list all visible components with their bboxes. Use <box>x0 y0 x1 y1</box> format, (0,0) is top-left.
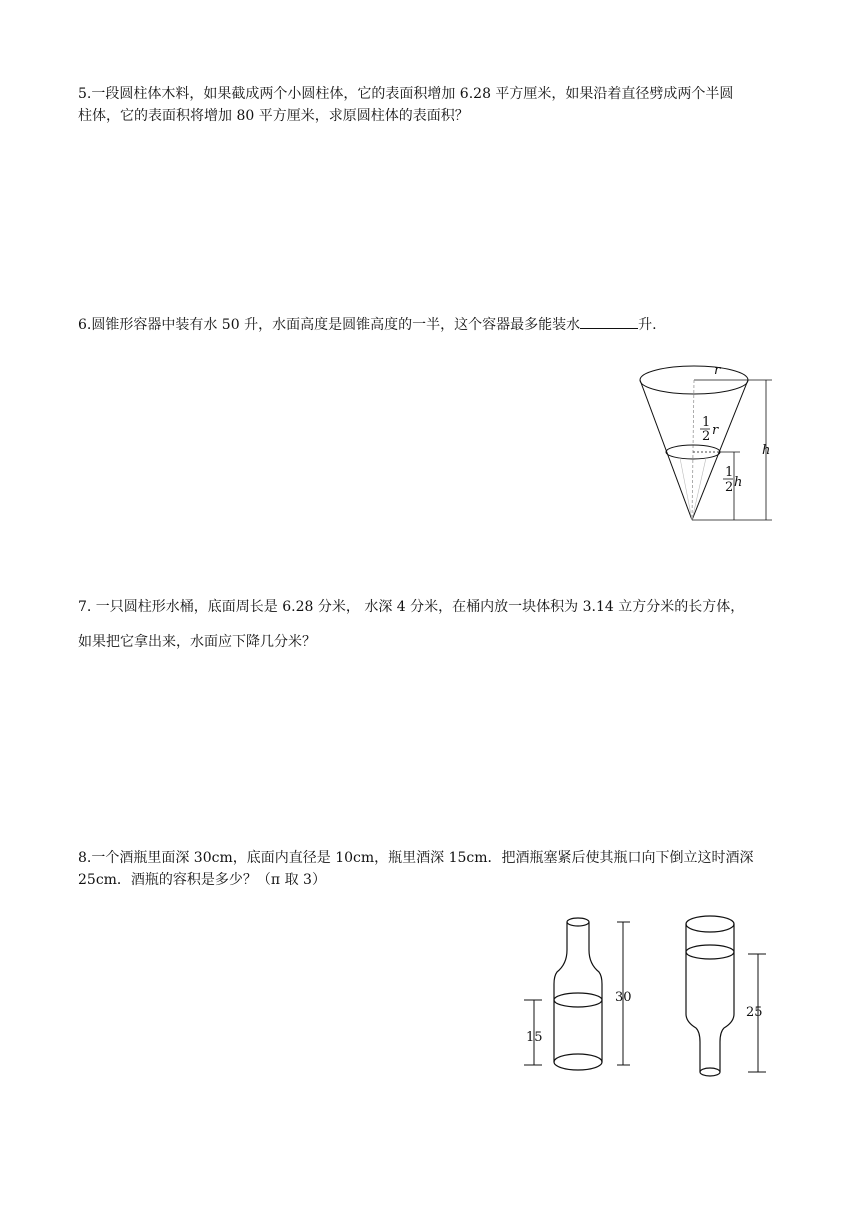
q6-text-after: 升. <box>638 317 657 333</box>
half-r-numerator: 1 <box>702 415 711 430</box>
q7-line-2: 如果把它拿出来，水面应下降几分米？ <box>78 634 316 650</box>
bottles-figure <box>520 912 780 1082</box>
half-r-denominator: 2 <box>702 429 711 444</box>
upright-neck-top <box>567 918 589 926</box>
label-15: 15 <box>526 1030 543 1045</box>
half-h-denominator: 2 <box>725 480 734 495</box>
inverted-neck-bottom <box>700 1068 720 1076</box>
label-25: 25 <box>746 1005 763 1020</box>
upright-liquid-surface <box>554 993 602 1007</box>
upright-bottle <box>524 918 632 1070</box>
q6-text <box>78 314 657 335</box>
water-inner-line-1 <box>680 458 692 520</box>
upright-bottom <box>554 1054 602 1070</box>
inverted-liquid-surface <box>686 945 734 959</box>
half-h-numerator: 1 <box>725 465 734 480</box>
q8-line-1: 8.一个酒瓶里面深 30cm，底面内直径是 10cm，瓶里酒深 15cm．把酒瓶塞紧后使其瓶口向下倒立这时酒深 <box>78 850 754 866</box>
upright-bottle-outline <box>554 922 602 1062</box>
label-r: r <box>714 363 721 378</box>
half-h-label: h <box>734 475 743 490</box>
inverted-bottle-outline <box>686 924 734 1072</box>
q8-line-2: 25cm．酒瓶的容积是多少？（π 取 3） <box>78 872 326 888</box>
label-30: 30 <box>615 990 632 1005</box>
cone-right-side <box>692 380 748 520</box>
inverted-bottle <box>686 916 766 1076</box>
q5-line-1: 5.一段圆柱体木料，如果截成两个小圆柱体，它的表面积增加 6.28 平方厘米，如果沿着直径劈成两个半圆 <box>78 86 734 102</box>
half-r-label: r <box>712 423 719 438</box>
q5-line-2: 柱体，它的表面积将增加 80 平方厘米，求原圆柱体的表面积？ <box>78 108 469 124</box>
q6-text-before: 6.圆锥形容器中装有水 50 升，水面高度是圆锥高度的一半，这个容器最多能装水 <box>78 317 581 333</box>
cone-axis <box>692 380 694 520</box>
inverted-bottom-top <box>686 916 734 932</box>
cone-left-side <box>640 380 692 520</box>
cone-figure <box>630 358 790 533</box>
label-h: h <box>762 443 771 458</box>
q6-answer-blank <box>580 314 638 329</box>
q7-line-1: 7. 一只圆柱形水桶，底面周长是 6.28 分米， 水深 4 分米，在桶内放一块体积为 3.14 立方分米的长方体， <box>78 599 745 615</box>
